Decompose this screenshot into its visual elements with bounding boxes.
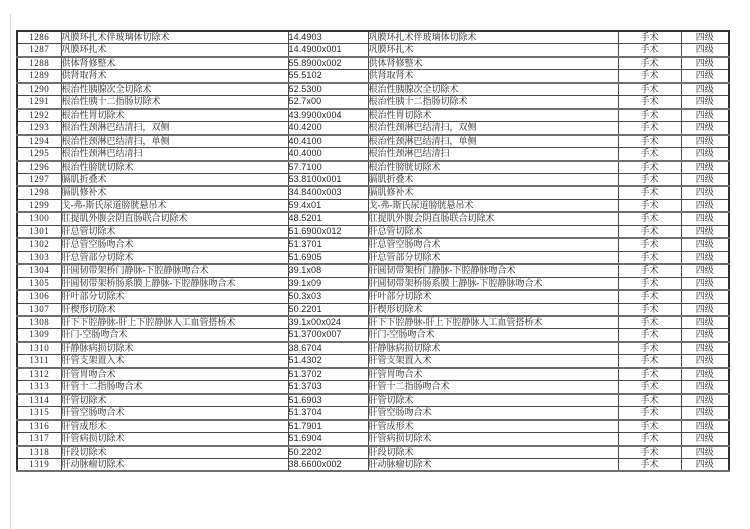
- procedure-name-cell: 肝楔形切除术: [61, 303, 288, 316]
- level-cell: 四级: [681, 173, 729, 186]
- procedure-name-duplicate-cell: 肝总管部分切除术: [368, 251, 618, 264]
- row-number-cell: 1312: [17, 368, 61, 381]
- category-cell: 手术: [618, 264, 681, 277]
- category-cell: 手术: [618, 135, 681, 148]
- level-cell: 四级: [681, 329, 729, 342]
- table-row: [17, 251, 729, 264]
- category-cell: 手术: [618, 212, 681, 225]
- level-cell: 四级: [681, 458, 729, 471]
- category-cell: 手术: [618, 290, 681, 303]
- procedure-code-cell: 51.6903: [288, 394, 368, 407]
- category-cell: 手术: [618, 186, 681, 199]
- table-row: [17, 329, 729, 342]
- procedure-name-duplicate-cell: 肝动脉瘤切除术: [368, 458, 618, 471]
- level-cell: 四级: [681, 381, 729, 394]
- procedure-code-cell: 50.3x03: [288, 290, 368, 303]
- procedure-name-cell: 根治性颈淋巴结清扫: [61, 148, 288, 161]
- procedure-code-cell: 50.2202: [288, 446, 368, 459]
- row-number-cell: 1290: [17, 83, 61, 96]
- row-number-cell: 1311: [17, 355, 61, 368]
- row-number-cell: 1305: [17, 277, 61, 290]
- procedure-code-cell: 51.7901: [288, 420, 368, 433]
- procedure-name-duplicate-cell: 肝楔形切除术: [368, 303, 618, 316]
- procedure-name-cell: 肝叶部分切除术: [61, 290, 288, 303]
- category-cell: 手术: [618, 96, 681, 109]
- row-number-cell: 1306: [17, 290, 61, 303]
- procedure-code-cell: 55.8900x002: [288, 57, 368, 70]
- row-number-cell: 1310: [17, 342, 61, 355]
- level-cell: 四级: [681, 433, 729, 446]
- procedure-name-duplicate-cell: 肝管切除术: [368, 394, 618, 407]
- level-cell: 四级: [681, 199, 729, 212]
- level-cell: 四级: [681, 277, 729, 290]
- procedure-name-duplicate-cell: 肝门-空肠吻合术: [368, 329, 618, 342]
- procedure-name-duplicate-cell: 根治性颈淋巴结清扫: [368, 148, 618, 161]
- table-row: [17, 407, 729, 420]
- level-cell: 四级: [681, 225, 729, 238]
- category-cell: 手术: [618, 122, 681, 135]
- procedure-name-cell: 肝总管部分切除术: [61, 251, 288, 264]
- procedure-name-cell: 根治性胰十二指肠切除术: [61, 96, 288, 109]
- level-cell: 四级: [681, 96, 729, 109]
- table-row: [17, 381, 729, 394]
- table-row: [17, 342, 729, 355]
- procedure-name-cell: 肝管胃吻合术: [61, 368, 288, 381]
- category-cell: 手术: [618, 44, 681, 57]
- category-cell: 手术: [618, 329, 681, 342]
- category-cell: 手术: [618, 225, 681, 238]
- procedure-code-cell: 57.7100: [288, 161, 368, 174]
- procedure-name-cell: 肝下下腔静脉-肝上下腔静脉人工血管搭桥术: [61, 316, 288, 329]
- row-number-cell: 1300: [17, 212, 61, 225]
- row-number-cell: 1316: [17, 420, 61, 433]
- category-cell: 手术: [618, 420, 681, 433]
- procedure-name-duplicate-cell: 肝下下腔静脉-肝上下腔静脉人工血管搭桥术: [368, 316, 618, 329]
- procedure-code-cell: 38.6600x002: [288, 458, 368, 471]
- table-row: [17, 433, 729, 446]
- procedure-code-cell: 50.2201: [288, 303, 368, 316]
- table-row: [17, 96, 729, 109]
- row-number-cell: 1319: [17, 458, 61, 471]
- procedure-name-duplicate-cell: 根治性胃切除术: [368, 109, 618, 122]
- procedure-code-cell: 51.3703: [288, 381, 368, 394]
- procedure-code-cell: 40.4100: [288, 135, 368, 148]
- row-number-cell: 1292: [17, 109, 61, 122]
- table-row: [17, 458, 729, 471]
- procedure-name-cell: 肝管病损切除术: [61, 433, 288, 446]
- procedure-name-duplicate-cell: 根治性颈淋巴结清扫，单侧: [368, 135, 618, 148]
- level-cell: 四级: [681, 368, 729, 381]
- table-row: [17, 420, 729, 433]
- table-row: [17, 122, 729, 135]
- procedure-name-duplicate-cell: 肝管胃吻合术: [368, 368, 618, 381]
- procedure-name-duplicate-cell: 膈肌修补术: [368, 186, 618, 199]
- procedure-name-cell: 肝总管切除术: [61, 225, 288, 238]
- table-row: [17, 31, 729, 44]
- table-row: [17, 70, 729, 83]
- procedure-code-cell: 48.5201: [288, 212, 368, 225]
- level-cell: 四级: [681, 83, 729, 96]
- row-number-cell: 1304: [17, 264, 61, 277]
- procedure-code-cell: 38.6704: [288, 342, 368, 355]
- level-cell: 四级: [681, 355, 729, 368]
- procedure-name-cell: 供体肾修整术: [61, 57, 288, 70]
- procedure-name-duplicate-cell: 戈-弗-斯氏尿道膀胱悬吊术: [368, 199, 618, 212]
- procedure-name-duplicate-cell: 肛提肌外腹会阴直肠联合切除术: [368, 212, 618, 225]
- procedure-name-cell: 肝圆韧带架桥肠系膜上静脉-下腔静脉吻合术: [61, 277, 288, 290]
- row-number-cell: 1315: [17, 407, 61, 420]
- row-number-cell: 1314: [17, 394, 61, 407]
- row-number-cell: 1317: [17, 433, 61, 446]
- procedure-code-cell: 51.6905: [288, 251, 368, 264]
- procedure-code-cell: 40.4200: [288, 122, 368, 135]
- category-cell: 手术: [618, 199, 681, 212]
- row-number-cell: 1297: [17, 173, 61, 186]
- procedure-code-cell: 51.3700x007: [288, 329, 368, 342]
- procedure-name-duplicate-cell: 肝圆韧带架桥肠系膜上静脉-下腔静脉吻合术: [368, 277, 618, 290]
- row-number-cell: 1288: [17, 57, 61, 70]
- procedure-code-cell: 51.3702: [288, 368, 368, 381]
- table-row: [17, 264, 729, 277]
- category-cell: 手术: [618, 394, 681, 407]
- table-row: [17, 277, 729, 290]
- table-row: [17, 368, 729, 381]
- level-cell: 四级: [681, 420, 729, 433]
- category-cell: 手术: [618, 238, 681, 251]
- table-row: [17, 135, 729, 148]
- table-row: [17, 303, 729, 316]
- category-cell: 手术: [618, 83, 681, 96]
- procedure-name-duplicate-cell: 根治性胰十二指肠切除术: [368, 96, 618, 109]
- procedure-name-cell: 肝静脉病损切除术: [61, 342, 288, 355]
- table-row: [17, 394, 729, 407]
- row-number-cell: 1301: [17, 225, 61, 238]
- procedure-code-cell: 51.4302: [288, 355, 368, 368]
- table-row: [17, 225, 729, 238]
- procedure-table-body: [17, 31, 729, 471]
- procedure-code-cell: 51.3701: [288, 238, 368, 251]
- level-cell: 四级: [681, 251, 729, 264]
- row-number-cell: 1302: [17, 238, 61, 251]
- level-cell: 四级: [681, 148, 729, 161]
- procedure-name-duplicate-cell: 肝总管切除术: [368, 225, 618, 238]
- level-cell: 四级: [681, 290, 729, 303]
- procedure-name-duplicate-cell: 肝静脉病损切除术: [368, 342, 618, 355]
- table-row: [17, 238, 729, 251]
- procedure-code-cell: 55.5102: [288, 70, 368, 83]
- procedure-name-duplicate-cell: 肝管十二指肠吻合术: [368, 381, 618, 394]
- level-cell: 四级: [681, 407, 729, 420]
- row-number-cell: 1303: [17, 251, 61, 264]
- table-row: [17, 173, 729, 186]
- category-cell: 手术: [618, 342, 681, 355]
- procedure-name-duplicate-cell: 根治性胰腺次全切除术: [368, 83, 618, 96]
- procedure-name-cell: 肝圆韧带架桥门静脉-下腔静脉吻合术: [61, 264, 288, 277]
- category-cell: 手术: [618, 57, 681, 70]
- page-edge-shadow: [10, 14, 11, 529]
- row-number-cell: 1318: [17, 446, 61, 459]
- level-cell: 四级: [681, 303, 729, 316]
- procedure-code-cell: 51.6904: [288, 433, 368, 446]
- procedure-code-cell: 52.5300: [288, 83, 368, 96]
- procedure-code-cell: 43.9900x004: [288, 109, 368, 122]
- level-cell: 四级: [681, 394, 729, 407]
- procedure-name-duplicate-cell: 肝管病损切除术: [368, 433, 618, 446]
- category-cell: 手术: [618, 458, 681, 471]
- category-cell: 手术: [618, 303, 681, 316]
- level-cell: 四级: [681, 31, 729, 44]
- procedure-name-duplicate-cell: 肝管空肠吻合术: [368, 407, 618, 420]
- procedure-name-cell: 肝管成形术: [61, 420, 288, 433]
- category-cell: 手术: [618, 381, 681, 394]
- procedure-name-cell: 肝动脉瘤切除术: [61, 458, 288, 471]
- procedure-name-cell: 巩膜环扎术伴玻璃体切除术: [61, 31, 288, 44]
- table-row: [17, 57, 729, 70]
- procedure-name-duplicate-cell: 供肾取肾术: [368, 70, 618, 83]
- level-cell: 四级: [681, 238, 729, 251]
- table-row: [17, 355, 729, 368]
- procedure-name-cell: 肝管十二指肠吻合术: [61, 381, 288, 394]
- table-row: [17, 212, 729, 225]
- procedure-name-cell: 肛提肌外腹会阴直肠联合切除术: [61, 212, 288, 225]
- procedure-name-duplicate-cell: 肝圆韧带架桥门静脉-下腔静脉吻合术: [368, 264, 618, 277]
- procedure-name-cell: 肝总管空肠吻合术: [61, 238, 288, 251]
- level-cell: 四级: [681, 264, 729, 277]
- procedure-name-duplicate-cell: 肝段切除术: [368, 446, 618, 459]
- procedure-name-cell: 根治性膀胱切除术: [61, 161, 288, 174]
- table-row: [17, 290, 729, 303]
- procedure-name-duplicate-cell: 根治性颈淋巴结清扫，双侧: [368, 122, 618, 135]
- procedure-name-cell: 肝管支架置入术: [61, 355, 288, 368]
- table-row: [17, 83, 729, 96]
- procedure-name-duplicate-cell: 肝总管空肠吻合术: [368, 238, 618, 251]
- category-cell: 手术: [618, 70, 681, 83]
- level-cell: 四级: [681, 135, 729, 148]
- procedure-name-duplicate-cell: 肝叶部分切除术: [368, 290, 618, 303]
- level-cell: 四级: [681, 161, 729, 174]
- row-number-cell: 1291: [17, 96, 61, 109]
- category-cell: 手术: [618, 355, 681, 368]
- row-number-cell: 1308: [17, 316, 61, 329]
- level-cell: 四级: [681, 109, 729, 122]
- row-number-cell: 1295: [17, 148, 61, 161]
- procedure-code-cell: 51.3704: [288, 407, 368, 420]
- level-cell: 四级: [681, 44, 729, 57]
- procedure-name-cell: 根治性胃切除术: [61, 109, 288, 122]
- procedure-code-cell: 59.4x01: [288, 199, 368, 212]
- row-number-cell: 1309: [17, 329, 61, 342]
- category-cell: 手术: [618, 316, 681, 329]
- procedure-name-cell: 根治性颈淋巴结清扫，双侧: [61, 122, 288, 135]
- procedure-name-cell: 膈肌修补术: [61, 186, 288, 199]
- category-cell: 手术: [618, 251, 681, 264]
- procedure-name-cell: 肝管切除术: [61, 394, 288, 407]
- level-cell: 四级: [681, 212, 729, 225]
- level-cell: 四级: [681, 446, 729, 459]
- procedure-code-cell: 52.7x00: [288, 96, 368, 109]
- category-cell: 手术: [618, 368, 681, 381]
- row-number-cell: 1287: [17, 44, 61, 57]
- table-row: [17, 148, 729, 161]
- row-number-cell: 1313: [17, 381, 61, 394]
- category-cell: 手术: [618, 446, 681, 459]
- procedure-code-cell: 34.8400x003: [288, 186, 368, 199]
- table-row: [17, 186, 729, 199]
- procedure-code-cell: 40.4000: [288, 148, 368, 161]
- procedure-name-cell: 肝门-空肠吻合术: [61, 329, 288, 342]
- level-cell: 四级: [681, 316, 729, 329]
- row-number-cell: 1286: [17, 31, 61, 44]
- row-number-cell: 1307: [17, 303, 61, 316]
- procedure-name-duplicate-cell: 肝管支架置入术: [368, 355, 618, 368]
- procedure-table: [16, 30, 730, 472]
- procedure-name-cell: 戈-弗-斯氏尿道膀胱悬吊术: [61, 199, 288, 212]
- procedure-name-duplicate-cell: 膈肌折叠术: [368, 173, 618, 186]
- procedure-name-duplicate-cell: 巩膜环扎术: [368, 44, 618, 57]
- level-cell: 四级: [681, 70, 729, 83]
- table-row: [17, 316, 729, 329]
- table-row: [17, 446, 729, 459]
- procedure-code-cell: 39.1x00x024: [288, 316, 368, 329]
- category-cell: 手术: [618, 173, 681, 186]
- category-cell: 手术: [618, 31, 681, 44]
- procedure-code-cell: 14.4900x001: [288, 44, 368, 57]
- table-row: [17, 109, 729, 122]
- category-cell: 手术: [618, 433, 681, 446]
- procedure-name-cell: 根治性胰腺次全切除术: [61, 83, 288, 96]
- level-cell: 四级: [681, 122, 729, 135]
- row-number-cell: 1289: [17, 70, 61, 83]
- procedure-name-duplicate-cell: 巩膜环扎术伴玻璃体切除术: [368, 31, 618, 44]
- table-row: [17, 44, 729, 57]
- level-cell: 四级: [681, 186, 729, 199]
- procedure-name-cell: 肝段切除术: [61, 446, 288, 459]
- table-row: [17, 161, 729, 174]
- procedure-name-duplicate-cell: 供体肾修整术: [368, 57, 618, 70]
- procedure-code-cell: 14.4903: [288, 31, 368, 44]
- row-number-cell: 1293: [17, 122, 61, 135]
- level-cell: 四级: [681, 57, 729, 70]
- procedure-code-cell: 39.1x09: [288, 277, 368, 290]
- procedure-name-cell: 根治性颈淋巴结清扫，单侧: [61, 135, 288, 148]
- procedure-name-cell: 膈肌折叠术: [61, 173, 288, 186]
- row-number-cell: 1299: [17, 199, 61, 212]
- procedure-code-cell: 51.6900x012: [288, 225, 368, 238]
- procedure-name-cell: 巩膜环扎术: [61, 44, 288, 57]
- category-cell: 手术: [618, 407, 681, 420]
- procedure-name-duplicate-cell: 肝管成形术: [368, 420, 618, 433]
- row-number-cell: 1296: [17, 161, 61, 174]
- procedure-name-duplicate-cell: 根治性膀胱切除术: [368, 161, 618, 174]
- category-cell: 手术: [618, 277, 681, 290]
- category-cell: 手术: [618, 109, 681, 122]
- row-number-cell: 1298: [17, 186, 61, 199]
- level-cell: 四级: [681, 342, 729, 355]
- procedure-name-cell: 肝管空肠吻合术: [61, 407, 288, 420]
- procedure-code-cell: 53.8100x001: [288, 173, 368, 186]
- row-number-cell: 1294: [17, 135, 61, 148]
- procedure-name-cell: 供肾取肾术: [61, 70, 288, 83]
- category-cell: 手术: [618, 161, 681, 174]
- procedure-code-cell: 39.1x08: [288, 264, 368, 277]
- category-cell: 手术: [618, 148, 681, 161]
- table-row: [17, 199, 729, 212]
